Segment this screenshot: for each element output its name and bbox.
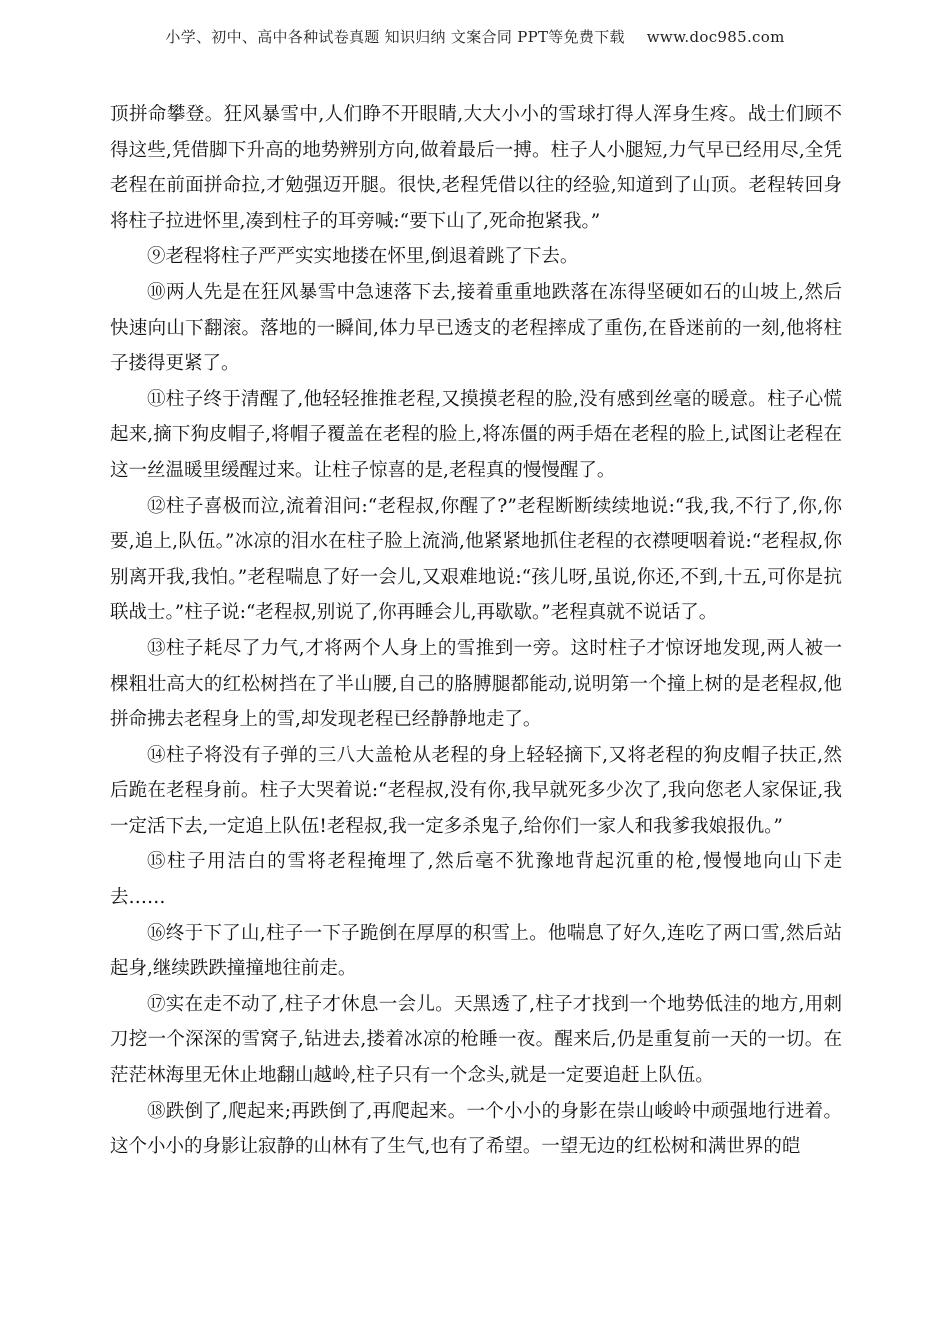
header-text: 小学、初中、高中各种试卷真题 知识归纳 文案合同 PPT等免费下载 (165, 28, 625, 46)
paragraph-17: ⑰实在走不动了,柱子才休息一会儿。天黑透了,柱子才找到一个地势低洼的地方,用刺刀挖一个深深的雪窝子,钻进去,搂着冰凉的枪睡一夜。醒来后,仍是重复前一天的一切。在茫茫林海里无休止地翻山越岭,柱子只有一个念头,就是一定要追赶上队伍。 (110, 993, 842, 1087)
article-body (110, 97, 842, 1165)
paragraph-14: ⑭柱子将没有子弹的三八大盖枪从老程的身上轻轻摘下,又将老程的狗皮帽子扶正,然后跪在老程身前。柱子大哭着说:“老程叔,没有你,我早就死多少次了,我向您老人家保证,我一定活下去,一定追上队伍!老程叔,我一定多杀鬼子,给你们一家人和我爹我娘报仇。” (110, 744, 842, 837)
paragraph-16: ⑯终于下了山,柱子一下子跪倒在厚厚的积雪上。他喘息了好久,连吃了两口雪,然后站起身,继续跌跌撞撞地往前走。 (110, 922, 842, 980)
page-header (0, 26, 950, 47)
paragraph-13: ⑬柱子耗尽了力气,才将两个人身上的雪推到一旁。这时柱子才惊讶地发现,两人被一棵粗壮高大的红松树挡在了半山腰,自己的胳膊腿都能动,说明第一个撞上树的是老程叔,他拼命拂去老程身上的雪,却发现老程已经静静地走了。 (110, 637, 842, 731)
paragraph-12: ⑫柱子喜极而泣,流着泪问:“老程叔,你醒了?”老程断断续续地说:“我,我,不行了,你,你要,追上,队伍。”冰凉的泪水在柱子脸上流淌,他紧紧地抓住老程的衣襟哽咽着说:“老程叔,你别离开我,我怕。”老程喘息了好一会儿,又艰难地说:“孩儿呀,虽说,你还,不到,十五,可你是抗联战士。”柱子说:“老程叔,别说了,你再睡会儿,再歇歇。”老程真就不说话了。 (110, 495, 842, 624)
paragraph-15: ⑮柱子用洁白的雪将老程掩埋了,然后毫不犹豫地背起沉重的枪,慢慢地向山下走去…… (110, 851, 842, 909)
paragraph-9: ⑨老程将柱子严严实实地搂在怀里,倒退着跳了下去。 (147, 246, 579, 268)
header-site-link[interactable]: www.doc985.com (646, 28, 785, 46)
paragraph-18: ⑱跌倒了,爬起来;再跌倒了,再爬起来。一个小小的身影在崇山峻岭中顽强地行进着。这个小小的身影让寂静的山林有了生气,也有了希望。一望无边的红松树和满世界的皑 (110, 1100, 842, 1158)
paragraph-continued: 顶拼命攀登。狂风暴雪中,人们睁不开眼睛,大大小小的雪球打得人浑身生疼。战士们顾不得这些,凭借脚下升高的地势辨别方向,做着最后一搏。柱子人小腿短,力气早已经用尽,全凭老程在前面拼命拉,才勉强迈开腿。很快,老程凭借以往的经验,知道到了山顶。老程转回身将柱子拉进怀里,凑到柱子的耳旁喊:“要下山了,死命抱紧我。” (110, 104, 842, 232)
paragraph-11: ⑪柱子终于清醒了,他轻轻推推老程,又摸摸老程的脸,没有感到丝毫的暖意。柱子心慌起来,摘下狗皮帽子,将帽子覆盖在老程的脸上,将冻僵的两手焐在老程的脸上,试图让老程在这一丝温暖里缓醒过来。让柱子惊喜的是,老程真的慢慢醒了。 (110, 388, 842, 481)
paragraph-10: ⑩两人先是在狂风暴雪中急速落下去,接着重重地跌落在冻得坚硬如石的山坡上,然后快速向山下翻滚。落地的一瞬间,体力早已透支的老程摔成了重伤,在昏迷前的一刻,他将柱子搂得更紧了。 (110, 281, 842, 375)
